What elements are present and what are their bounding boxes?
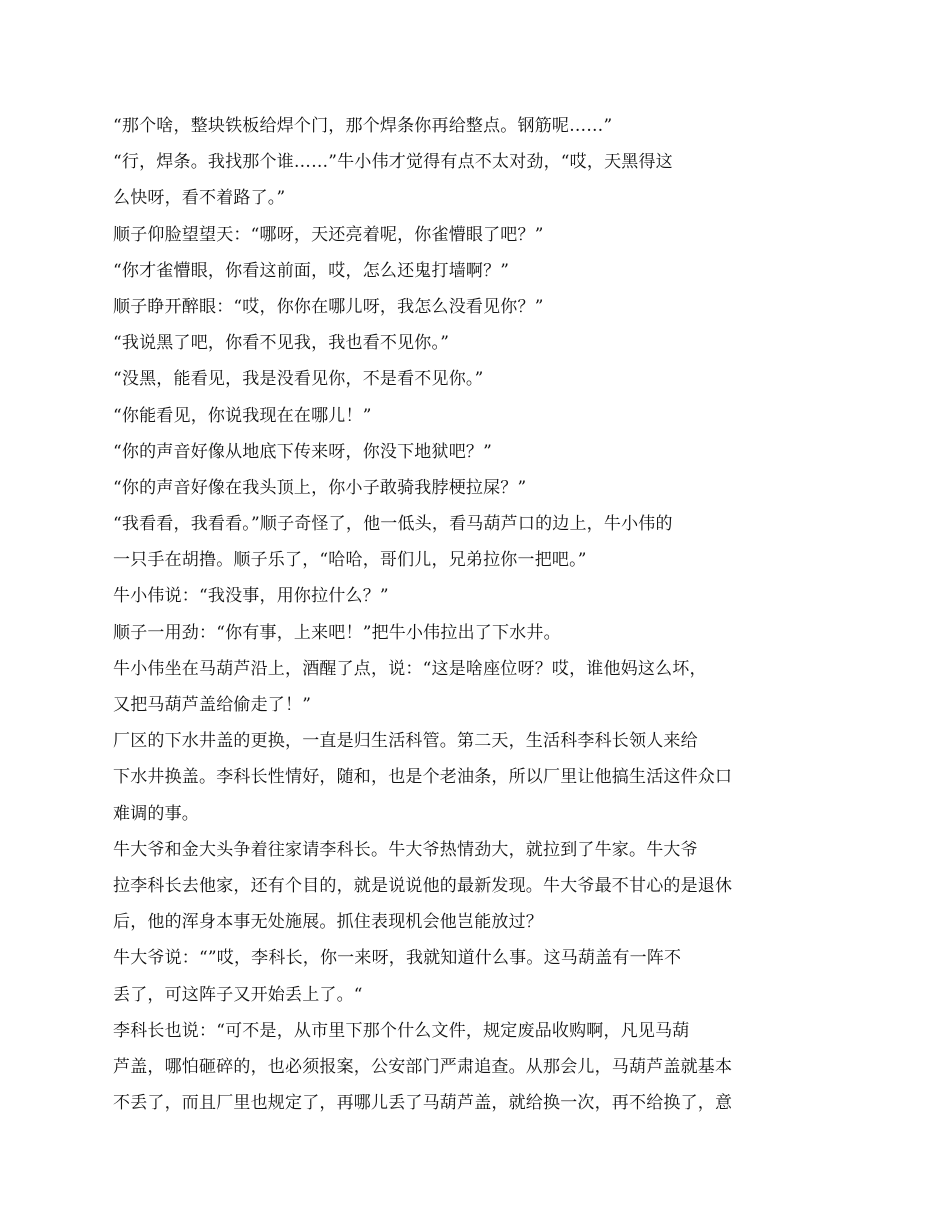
text-line: 李科长也说：“可不是，从市里下那个什么文件，规定废品收购啊，凡见马葫 xyxy=(113,1020,690,1041)
text-line: “我说黑了吧，你看不见我，我也看不见你。” xyxy=(113,333,450,354)
text-line: 顺子睁开醉眼：“哎，你你在哪儿呀，我怎么没看见你？” xyxy=(113,296,544,317)
text-line: “那个啥，整块铁板给焊个门，那个焊条你再给整点。钢筋呢……” xyxy=(113,116,613,136)
text-line: “你的声音好像从地底下传来呀，你没下地狱吧？” xyxy=(113,441,492,462)
text-line: 下水井换盖。李科长性情好，随和，也是个老油条，所以厂里让他搞生活这件众口 xyxy=(113,767,733,788)
text-line: 牛大爷说：“”哎，李科长，你一来呀，我就知道什么事。这马葫盖有一阵不 xyxy=(113,948,682,969)
text-line: 一只手在胡撸。顺子乐了，“哈哈，哥们儿，兄弟拉你一把吧。” xyxy=(113,550,587,571)
text-line: 又把马葫芦盖给偷走了！” xyxy=(113,695,312,715)
text-line: “你能看见，你说我现在在哪儿！” xyxy=(113,405,372,426)
text-line: 厂区的下水井盖的更换，一直是归生活科管。第二天，生活科李科长领人来给 xyxy=(113,731,698,752)
text-line: 拉李科长去他家，还有个目的，就是说说他的最新发现。牛大爷最不甘心的是退休 xyxy=(113,875,733,896)
text-line: 难调的事。 xyxy=(113,803,199,824)
text-line: 芦盖，哪怕砸碎的，也必须报案，公安部门严肃追查。从那会儿，马葫芦盖就基本 xyxy=(113,1056,733,1077)
text-line: “行，焊条。我找那个谁……”牛小伟才觉得有点不太对劲，“哎，天黑得这 xyxy=(113,152,673,173)
document-body xyxy=(113,108,803,1121)
text-line: “我看看，我看看。”顺子奇怪了，他一低头，看马葫芦口的边上，牛小伟的 xyxy=(113,514,673,535)
text-line: 后，他的浑身本事无处施展。抓住表现机会他岂能放过？ xyxy=(113,912,543,933)
text-line: 牛小伟说：“我没事，用你拉什么？” xyxy=(113,586,389,607)
text-line: 顺子仰脸望望天：“哪呀，天还亮着呢，你雀懵眼了吧？” xyxy=(113,224,544,245)
text-line: 丢了，可这阵子又开始丢上了。“ xyxy=(113,984,363,1005)
text-line: 牛大爷和金大头争着往家请李科长。牛大爷热情劲大，就拉到了牛家。牛大爷 xyxy=(113,839,698,860)
text-line: “没黑，能看见，我是没看见你，不是看不见你。” xyxy=(113,369,484,390)
text-line: “你才雀懵眼，你看这前面，哎，怎么还鬼打墙啊？” xyxy=(113,260,510,281)
text-line: 牛小伟坐在马葫芦沿上，酒醒了点，说：“这是啥座位呀？哎，谁他妈这么坏， xyxy=(113,658,707,679)
text-line: 不丢了，而且厂里也规定了，再哪儿丢了马葫芦盖，就给换一次，再不给换了，意 xyxy=(113,1093,733,1114)
text-line: 么快呀，看不着路了。” xyxy=(113,188,286,209)
text-line: 顺子一用劲：“你有事，上来吧！”把牛小伟拉出了下水井。 xyxy=(113,622,561,643)
text-line: “你的声音好像在我头顶上，你小子敢骑我脖梗拉屎？” xyxy=(113,477,527,498)
